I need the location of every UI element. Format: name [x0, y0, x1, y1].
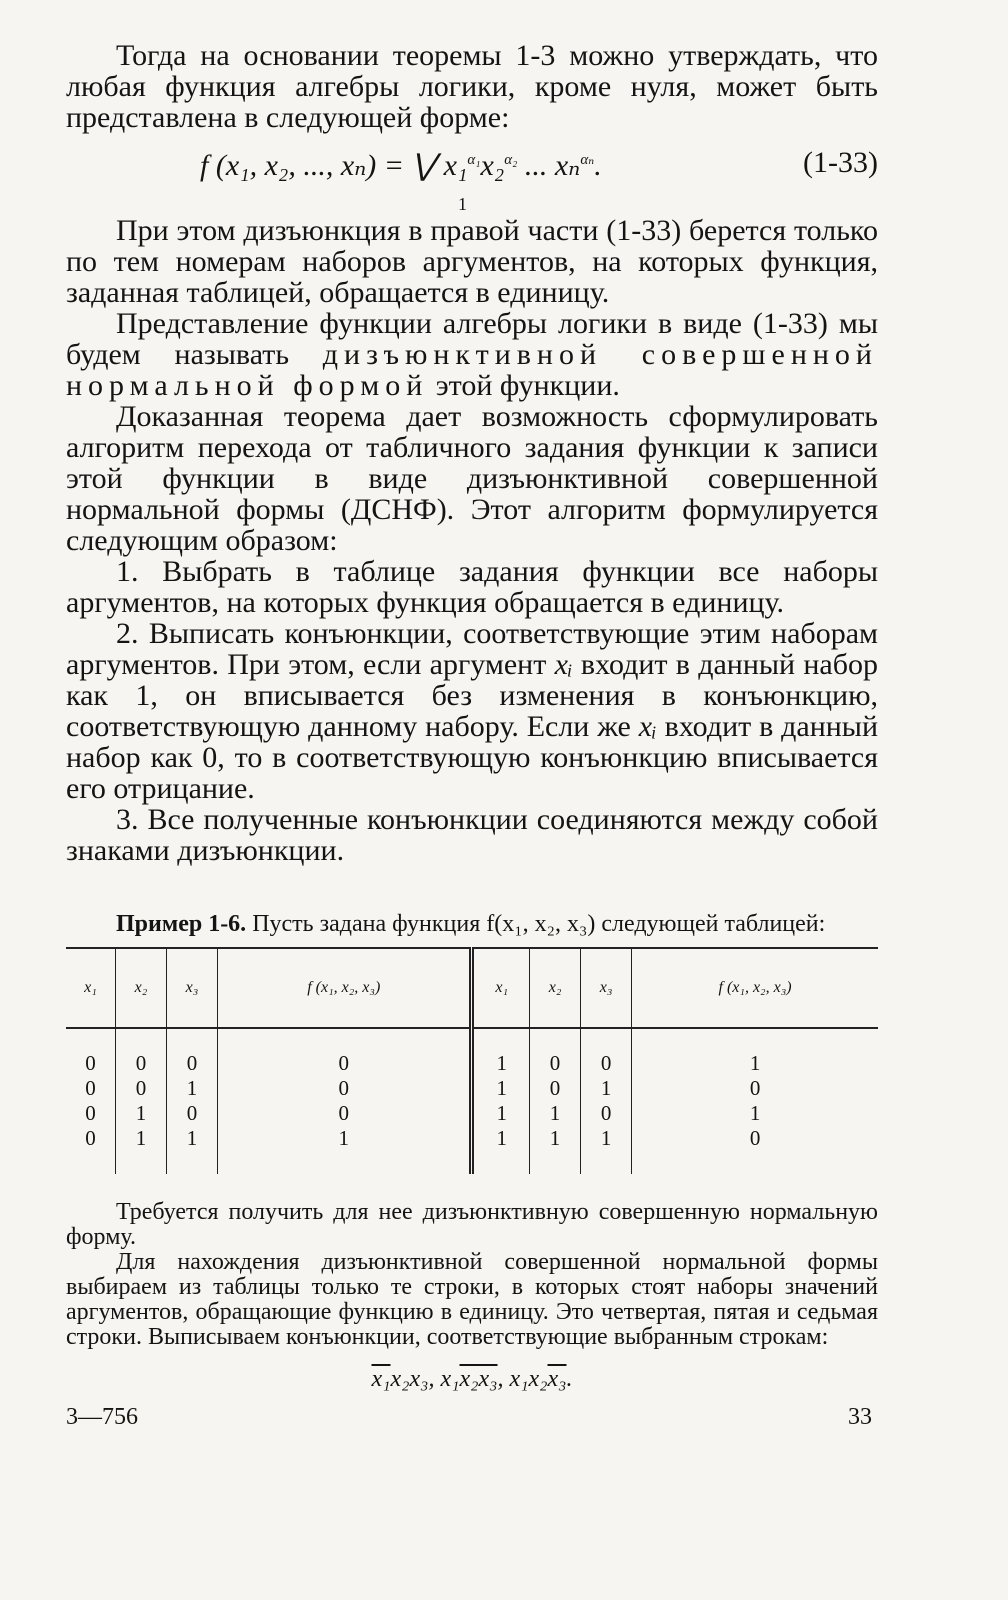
table-column-f: 0 0 0 1	[218, 1028, 472, 1174]
formula-disjunction-index: 1	[458, 194, 467, 214]
paragraph-1: Тогда на основании теоремы 1-3 можно утверждать, что любая функция алгебры логики, кроме нуля, может быть представлена в следующей форме:	[66, 39, 878, 134]
example-continuation	[66, 1200, 878, 1350]
table-column-x2: 0 0 1 1	[530, 1028, 581, 1174]
table-header: x₂	[530, 948, 581, 1028]
table-column-x3: 0 1 0 1	[166, 1028, 217, 1174]
term-dsnf: дизъюнктивной совершенной нормальной формой	[66, 338, 878, 402]
main-text	[66, 40, 878, 866]
signature-mark: 3—756	[66, 1404, 138, 1430]
table-header: x₂	[115, 948, 166, 1028]
formula-1-33	[66, 137, 878, 214]
paragraph-3: Представление функции алгебры логики в виде (1-33) мы будем называть дизъюнктивной совершенной нормальной формой этой функции.	[66, 307, 878, 402]
table-row	[66, 1028, 878, 1174]
truth-table	[66, 947, 878, 1174]
table-column-x1: 1 1 1 1	[472, 1028, 530, 1174]
formula-number: (1-33)	[803, 146, 878, 179]
example-paragraph-1: Требуется получить для нее дизъюнктивную совершенную нормальную форму.	[66, 1199, 878, 1250]
table-column-f: 1 0 1 0	[749, 1051, 761, 1150]
table-header-row	[66, 948, 878, 1028]
algorithm-step-3: 3. Все полученные конъюнкции соединяются между собой знаками дизъюнкции.	[66, 803, 878, 867]
conjunctions-formula: x₁x₂x₃, x₁x₂x₃, x₁x₂x₃.	[371, 1366, 573, 1392]
table-header: x₁	[472, 948, 530, 1028]
algorithm-step-1: 1. Выбрать в таблице задания функции все наборы аргументов, на которых функция обращается в единицу.	[66, 555, 878, 619]
example-label: Пример 1-6.	[116, 911, 247, 937]
table-column-x3: 0 1 0 1	[581, 1028, 632, 1174]
page-body	[66, 40, 878, 1393]
algorithm-step-2: 2. Выписать конъюнкции, соответствующие этим наборам аргументов. При этом, если аргумент xᵢ входит в данный набор как 1, он вписывается без изменения в конъюнкцию, соответствующую данному набору. Если же xᵢ входит в данный набор как 0, то в соответствующую конъюнкцию вписывается его отрицание.	[66, 617, 879, 805]
page-number: 33	[848, 1404, 872, 1430]
table-column-x2: 0 0 1 1	[115, 1028, 166, 1174]
table-header: x₁	[66, 948, 115, 1028]
example-paragraph-2: Для нахождения дизъюнктивной совершенной нормальной формы выбираем из таблицы только те строки, в которых стоят наборы значений аргументов, обращающие функцию в единицу. Это четвертая, пятая и седьмая строки. Выписываем конъюнкции, соответствующие выбранным строкам:	[66, 1249, 878, 1350]
example-text: Пусть задана функция f(x₁, x₂, x₃) следующей таблицей:	[252, 911, 826, 937]
paragraph-2: При этом дизъюнкция в правой части (1-33) берется только по тем номерам наборов аргументов, на которых функция, заданная таблицей, обращается в единицу.	[66, 214, 878, 309]
table-header: f (x₁, x₂, x₃)	[218, 948, 472, 1028]
table-header: x₃	[166, 948, 217, 1028]
paragraph-4: Доказанная теорема дает возможность сформулировать алгоритм перехода от табличного задания функции к записи этой функции в виде дизъюнктивной совершенной нормальной формы (ДСНФ). Этот алгоритм формулируется следующим образом:	[66, 400, 878, 557]
example-heading	[66, 912, 878, 937]
formula-expression: f (x₁, x₂, ..., xₙ) = ⋁ x₁$^{\alpha_1}$x₂$^{\alpha_2}$ ... xₙ$^{\alpha_n}$.	[200, 149, 602, 182]
table-header: f (x₁, x₂, x₃)	[632, 948, 878, 1028]
table-column-x1: 0 0 0 0	[66, 1028, 115, 1174]
table-header: x₃	[581, 948, 632, 1028]
